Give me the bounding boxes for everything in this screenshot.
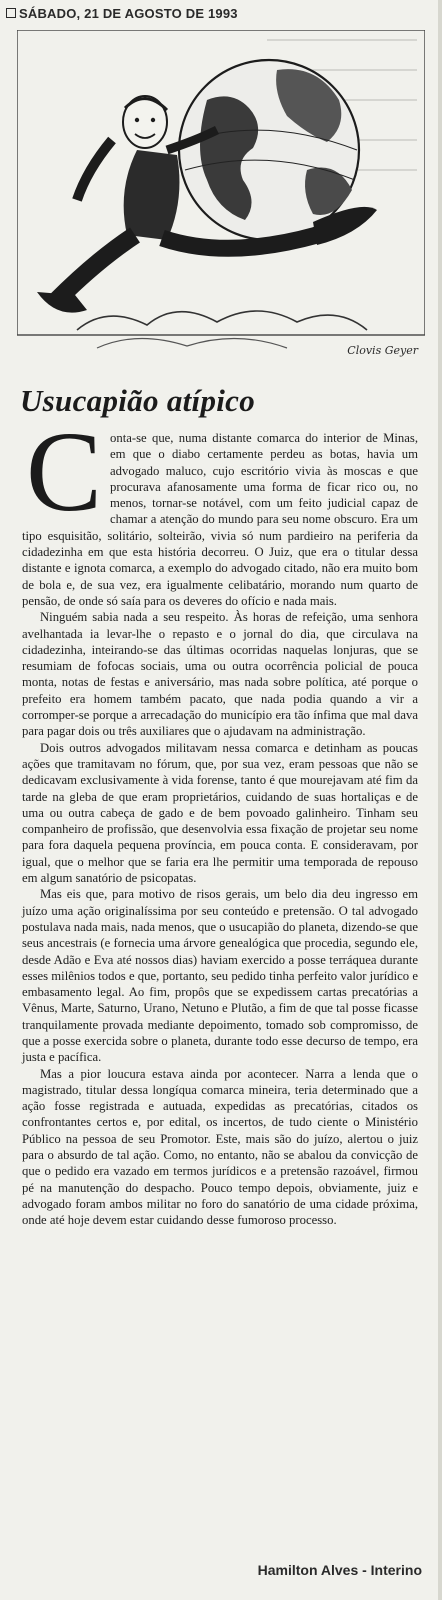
illustrator-signature: Clovis Geyer bbox=[347, 344, 418, 357]
article-paragraph: Mas eis que, para motivo de risos gerais, um belo dia deu ingresso em juízo uma ação originalíssima por seu conteúdo e pretensão. O tal advogado postulava nada mais, nada menos, que o usucapião do planeta, dizendo-se que seus ancestrais (e fornecia uma árvore genealógica que procedia, segundo ele, desde Adão e Eva até nossos dias) haviam exercido a posse terráquea durante esses milênios todos e que, portanto, seu pedido tinha perfeito valor jurídico e embasamento legal. Ao fim, propôs que se expedissem cartas precatórias a Vênus, Marte, Saturno, Urano, Netuno e Plutão, a fim de que tal posse ficasse tranquilamente provada mediante depoimento, tomado sob compromisso, de que a posse exercida sobre o planeta, durante todo esse decurso de tempo, era justa e pacífica. bbox=[22, 887, 419, 1065]
drop-cap: C bbox=[26, 408, 103, 535]
author-byline: Hamilton Alves - Interino bbox=[257, 1562, 422, 1578]
article-paragraph: Ninguém sabia nada a seu respeito. Às horas de refeição, uma senhora avelhantada ia levar-lhe o repasto e o jornal do dia, que circulava na cidadezinha, inteirando-se das últimas ocorridas naquelas lonjuras, que se resumiam de fofocas sociais, uma ou outra ocorrência policial de pouca monta, notas de festas e aniversário, mas nada sobre política, até porque o prefeito era homem também pacato, que nada podia quando a vir a corromper-se porque a arrecadação do município era tão ínfima que mal dava para pagar dois ou três auxiliares que o ajudavam na administração. bbox=[22, 610, 418, 739]
article-headline: Usucapião atípico bbox=[20, 383, 256, 418]
man-with-globe-drawing bbox=[17, 30, 425, 380]
dateline-text: SÁBADO, 21 DE AGOSTO DE 1993 bbox=[19, 6, 238, 21]
square-bullet-icon bbox=[6, 8, 16, 18]
page-edge bbox=[438, 0, 442, 1600]
article-paragraph: Dois outros advogados militavam nessa comarca e detinham as poucas ações que tramitavam no fórum, que, por sua vez, eram pessoas que não se dedicavam exclusivamente à vida forense, tanto é que mourejavam até fim da tarde na gleba de que eram proprietários, cuidando de suas hortaliças e de uma ou outra cabeça de gado e de bem povoado galinheiro. Tinham seu companheiro de profissão, que desenvolvia essa fixação de projetar seu nome para fora daquela pequena província, em pouca conta. E consideravam, por igual, que o melhor que se faria era lhe permitir uma temporada de repouso em algum sanatório de psicopatas. bbox=[22, 740, 418, 886]
article-body bbox=[22, 408, 419, 1229]
article-paragraph: Conta-se que, numa distante comarca do interior de Minas, em que o diabo certamente perdeu as botas, havia um advogado maluco, cujo escritório vivia às moscas e que procurava afanosamente uma forma de ficar rico ou, no menos, tornar-se notável, com um feito judicial capaz de chamar a atenção do mundo para seu nome obscuro. Era um tipo esquisitão, solitário, solteirão, vivia só num pardieiro na periferia da cidadezinha em que esta história decorreu. O Juiz, que era o titular dessa distante e ignota comarca, a exemplo do advogado citado, não era muito bom de bola e, de sua vez, era igualmente celibatário, morando num quarto de pensão, de onde só saía para os deveres do ofício e nada mais. bbox=[22, 408, 418, 608]
cartoon-illustration bbox=[17, 30, 425, 380]
article-paragraph: Mas a pior loucura estava ainda por acontecer. Narra a lenda que o magistrado, titular dessa longíqua comarca mineira, teria determinado que a ação fosse registrada e autuada, expedidas as precatórias, citados os confrontantes certos e, por edital, os incertos, de tudo ciente o Ministério Público na pessoa de seu Promotor. Este, mais são do juízo, alertou o juiz para o absurdo de tal ação. Como, no entanto, não se abalou da convicção de que o pedido era vazado em termos jurídicos e a pretensão razoável, firmou pé na manutenção do despacho. Pouco tempo depois, obviamente, juiz e advogado foram ambos militar no foro do sanatório de uma cidade próxima, onde até hoje devem estar cuidando desse fumoroso processo. bbox=[22, 1066, 418, 1228]
dateline bbox=[6, 6, 238, 21]
